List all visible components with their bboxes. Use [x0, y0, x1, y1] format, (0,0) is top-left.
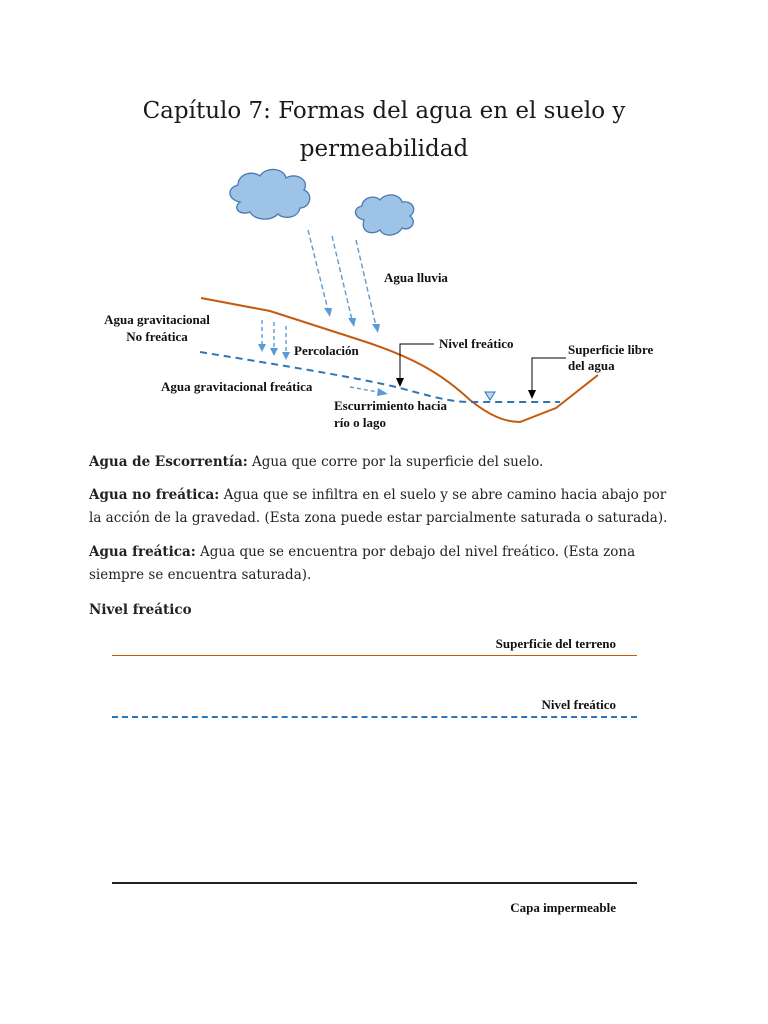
- definition-runoff: [89, 451, 669, 474]
- gravitational-label-1: Agua gravitacional: [104, 312, 210, 327]
- rain-arrows: [308, 230, 376, 326]
- page-title: [0, 92, 768, 168]
- definition-term: Agua no freática:: [89, 487, 220, 503]
- definition-text: Agua que se infiltra en el suelo y se abre camino hacia abajo por la acción de la gravedad. (Esta zona puede estar parcialmente saturada o saturada).: [89, 487, 668, 526]
- definition-text: Agua que se encuentra por debajo del nivel freático. (Esta zona siempre se encuentra saturada).: [89, 544, 636, 583]
- impermeable-layer-label: Capa impermeable: [510, 900, 616, 915]
- definition-text: Agua que corre por la superficie del suelo.: [247, 454, 544, 470]
- title-line-2: permeabilidad: [299, 136, 469, 162]
- rain-label: Agua lluvia: [384, 270, 448, 285]
- definition-term: Agua de Escorrentía:: [89, 454, 248, 470]
- definition-non-phreatic: [89, 484, 669, 529]
- gravitational-phreatic-label: Agua gravitacional freática: [161, 379, 313, 394]
- section-heading: Nivel freático: [89, 602, 192, 618]
- cloud-icon: [230, 169, 310, 219]
- water-table-line: [112, 716, 637, 718]
- definition-phreatic: [89, 541, 669, 586]
- soil-water-diagram: [0, 160, 768, 440]
- definition-term: Agua freática:: [89, 544, 196, 560]
- water-table-label: Nivel freático: [439, 336, 514, 351]
- cloud-icon: [355, 195, 413, 235]
- title-line-1: Capítulo 7: Formas del agua en el suelo y: [142, 98, 626, 124]
- gravitational-label-2: No freática: [126, 329, 188, 344]
- water-level-icon: [485, 392, 495, 400]
- free-surface-label-1: Superficie libre: [568, 342, 654, 357]
- free-surface-label-2: del agua: [568, 358, 615, 373]
- ground-surface-label: Superficie del terreno: [495, 636, 616, 651]
- impermeable-layer-line: [112, 882, 637, 884]
- runoff-label-1: Escurrimiento hacia: [334, 398, 448, 413]
- runoff-label-2: río o lago: [334, 415, 386, 430]
- water-table-label: Nivel freático: [541, 697, 616, 712]
- ground-surface-line: [112, 655, 637, 656]
- percolation-label: Percolación: [294, 343, 359, 358]
